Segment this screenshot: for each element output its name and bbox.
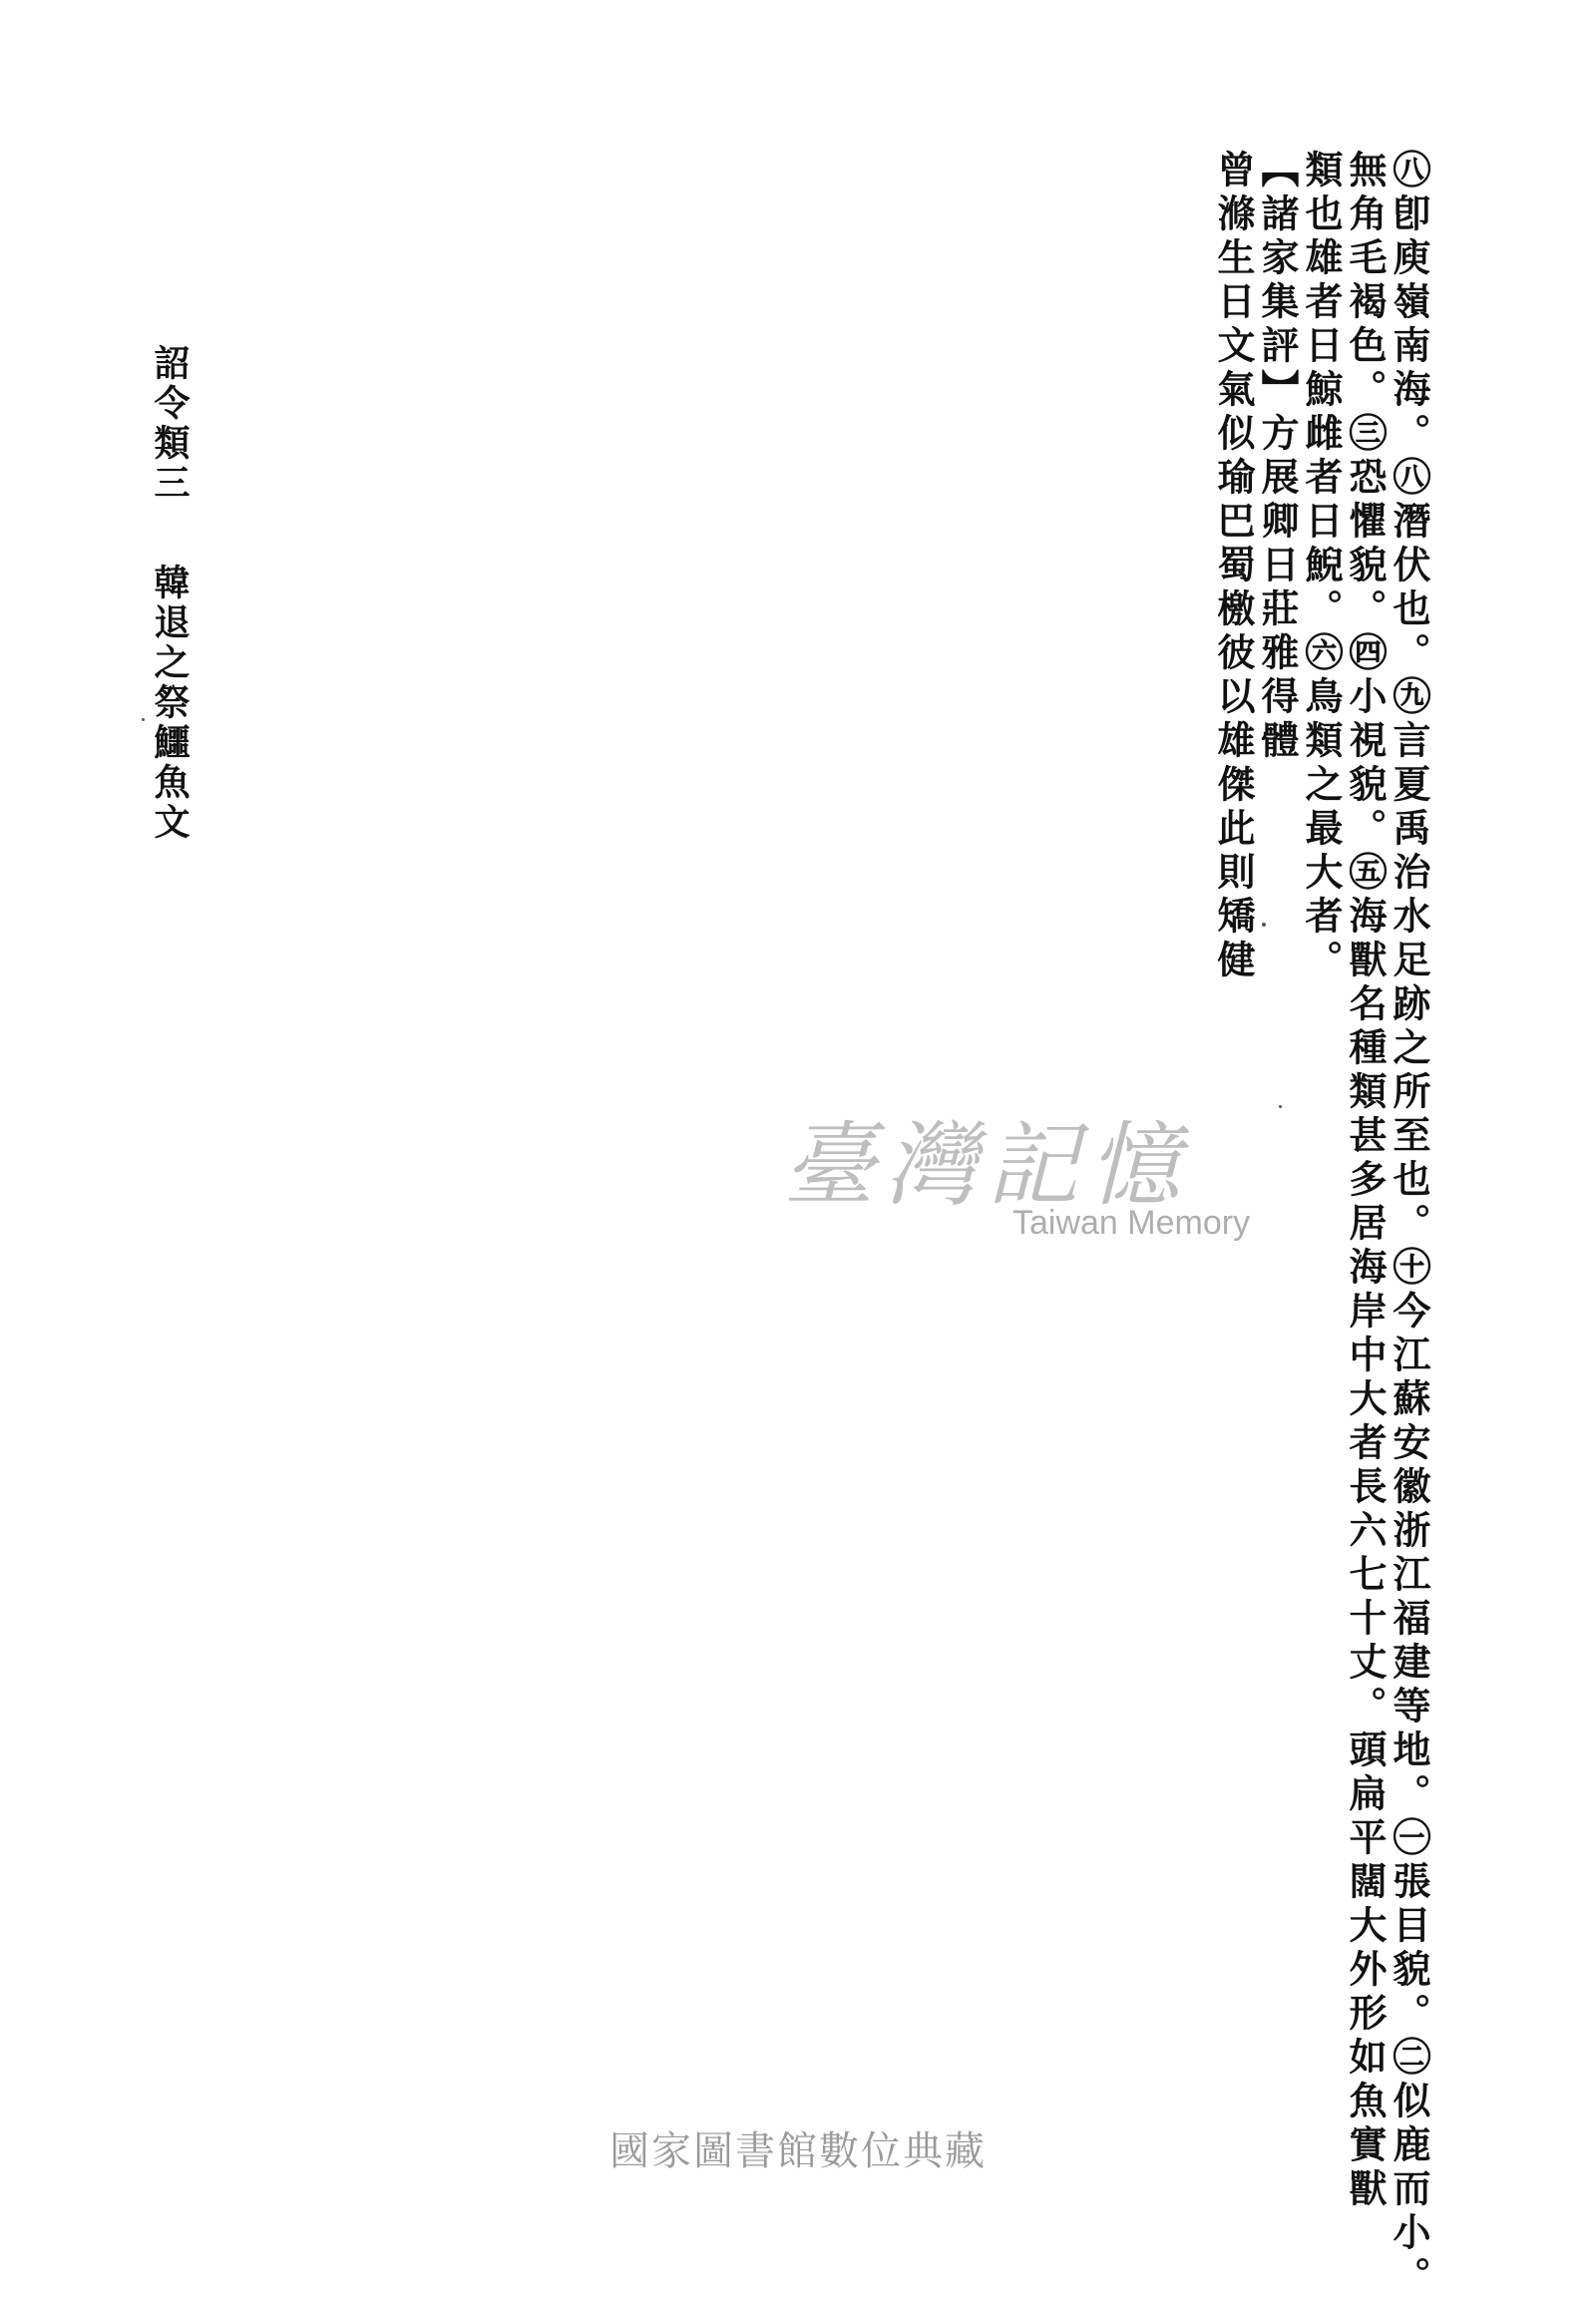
watermark-subtitle: Taiwan Memory: [1012, 1204, 1251, 1242]
commentary-column: 曾滌生日文氣似瑜巴蜀檄彼以雄傑此則矯健: [1211, 150, 1256, 983]
text-column-1: ㊇卽庾嶺南海。㊇潛伏也。㊈言夏禹治水足跡之所至也。㊉今江蘇安徽浙江福建等地。㊀張目貌。㊁似鹿而小。: [1387, 150, 1431, 2300]
running-head-title: 韓退之祭鱷魚文: [149, 564, 191, 843]
scan-speck: [1262, 923, 1266, 927]
library-footer: 國家圖書館數位典藏: [609, 2128, 987, 2174]
scan-speck: [1279, 1105, 1282, 1108]
running-head: [150, 344, 190, 843]
text-column-3: 類也雄者日鯨雌者日鯢。㊅鳥類之最大者。: [1299, 150, 1344, 983]
commentary-heading-column: 【諸家集評】方展卿日莊雅得體: [1255, 150, 1300, 764]
scan-speck: [142, 718, 145, 721]
text-column-2: 無角毛褐色。㊂恐懼貌。㊃小視貌。㊄海獸名種類甚多居海岸中大者長六七十丈。頭扁平闊大外形如魚實獸: [1343, 150, 1388, 2212]
taiwan-memory-watermark: [783, 1092, 1262, 1252]
running-head-section: 詔令類三: [149, 344, 191, 504]
watermark-text: 臺灣記憶: [783, 1112, 1191, 1219]
